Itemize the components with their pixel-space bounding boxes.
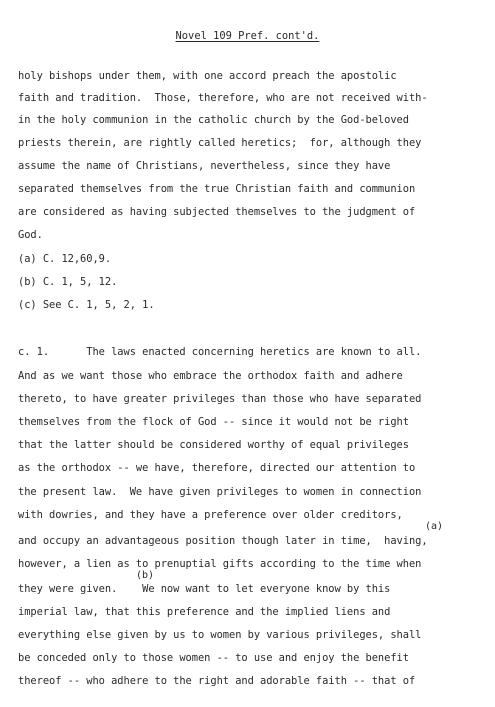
superscript-marker-b: (b) xyxy=(136,570,155,581)
para2-line: themselves from the flock of God -- since it would not be right xyxy=(18,416,409,428)
footnote-b: (b) C. 1, 5, 12. xyxy=(18,276,118,288)
para1-line: are considered as having subjected themselves to the judgment of xyxy=(18,206,416,218)
para2-line: however, a lien as to prenuptial gifts according to the time when xyxy=(18,558,422,570)
para2-line: that the latter should be considered worthy of equal privileges xyxy=(18,439,409,451)
para2-line: thereof -- who adhere to the right and adorable faith -- that of xyxy=(18,675,416,687)
superscript-marker-a: (a) xyxy=(425,521,444,532)
para1-line: separated themselves from the true Christian faith and communion xyxy=(18,183,416,195)
para2-line: as the orthodox -- we have, therefore, directed our attention to xyxy=(18,462,416,474)
para2-line: and occupy an advantageous position though later in time, having, xyxy=(18,535,428,547)
para2-line: everything else given by us to women by various privileges, shall xyxy=(18,629,422,641)
para1-line: in the holy communion in the catholic church by the God-beloved xyxy=(18,114,409,126)
para2-line: they were given. We now want to let everyone know by this xyxy=(18,583,391,595)
para2-line: the present law. We have given privileges to women in connection xyxy=(18,486,422,498)
para2-line: with dowries, and they have a preference over older creditors, xyxy=(18,509,403,521)
page-title: Novel 109 Pref. cont'd. xyxy=(175,30,320,42)
para1-line: assume the name of Christians, nevertheless, since they have xyxy=(18,160,391,172)
footnote-a: (a) C. 12,60,9. xyxy=(18,253,112,265)
para1-line: God. xyxy=(18,229,43,241)
footnote-c: (c) See C. 1, 5, 2, 1. xyxy=(18,299,155,311)
para2-line: thereto, to have greater privileges than those who have separated xyxy=(18,393,422,405)
para2-line: imperial law, that this preference and the implied liens and xyxy=(18,606,391,618)
para1-line: faith and tradition. Those, therefore, who are not received with- xyxy=(18,92,428,104)
para1-line: holy bishops under them, with one accord preach the apostolic xyxy=(18,70,397,82)
para2-line: And as we want those who embrace the orthodox faith and adhere xyxy=(18,370,403,382)
para1-line: priests therein, are rightly called heretics; for, although they xyxy=(18,137,422,149)
para2-line: be conceded only to those women -- to use and enjoy the benefit xyxy=(18,652,409,664)
para2-line: c. 1. The laws enacted concerning heretics are known to all. xyxy=(18,346,422,358)
